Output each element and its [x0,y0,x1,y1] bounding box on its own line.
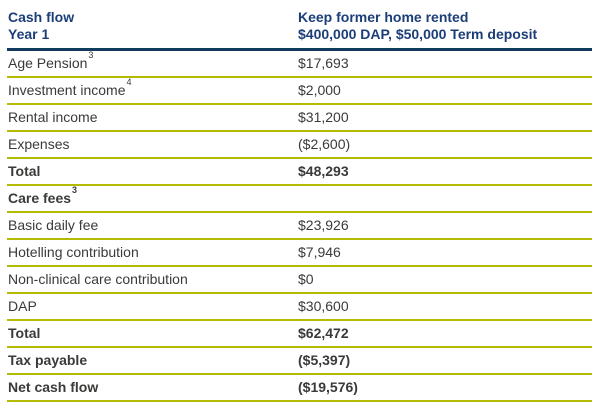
row-value: $48,293 [297,158,592,185]
row-label: Tax payable [7,347,297,374]
row-label: Hotelling contribution [7,239,297,266]
header-scenario [297,0,592,50]
table-row [7,212,592,239]
table-header-row [7,0,592,50]
row-label: Care fees$^3$ [7,185,297,212]
row-label: Total [7,320,297,347]
header-col2-line1: Keep former home rented [298,9,469,25]
table-row [7,158,592,185]
row-value: ($19,576) [297,374,592,401]
table-body [7,50,592,402]
header-col1-line1: Cash flow [8,9,75,25]
section-header-row [7,185,592,212]
table-row [7,131,592,158]
footnote-marker: 3 [72,185,78,196]
row-label: Basic daily fee [7,212,297,239]
row-value [297,185,592,212]
row-label: Total [7,158,297,185]
row-value: $23,926 [297,212,592,239]
row-value: ($2,600) [297,131,592,158]
table-row [7,347,592,374]
row-label: DAP [7,293,297,320]
row-label: Investment income$^4$ [7,77,297,104]
footnote-marker: 3 [88,50,94,61]
row-value: $31,200 [297,104,592,131]
table-row [7,77,592,104]
row-value: $2,000 [297,77,592,104]
row-value: ($5,397) [297,347,592,374]
table-row [7,293,592,320]
row-label: Age Pension$^3$ [7,50,297,78]
table-row [7,50,592,78]
table-row [7,239,592,266]
table-row [7,104,592,131]
row-label: Non-clinical care contribution [7,266,297,293]
table-row [7,266,592,293]
row-label: Net cash flow [7,374,297,401]
header-col2-line2: $400,000 DAP, $50,000 Term deposit [298,26,538,42]
footnote-marker: 4 [126,77,132,88]
header-col1-line2: Year 1 [8,26,50,42]
row-value: $0 [297,266,592,293]
row-value: $7,946 [297,239,592,266]
row-label: Rental income [7,104,297,131]
row-value: $30,600 [297,293,592,320]
cash-flow-table [7,0,592,402]
row-value: $62,472 [297,320,592,347]
table-row [7,320,592,347]
row-value: $17,693 [297,50,592,78]
table-row [7,374,592,401]
row-label: Expenses [7,131,297,158]
header-cash-flow-year [7,0,297,50]
